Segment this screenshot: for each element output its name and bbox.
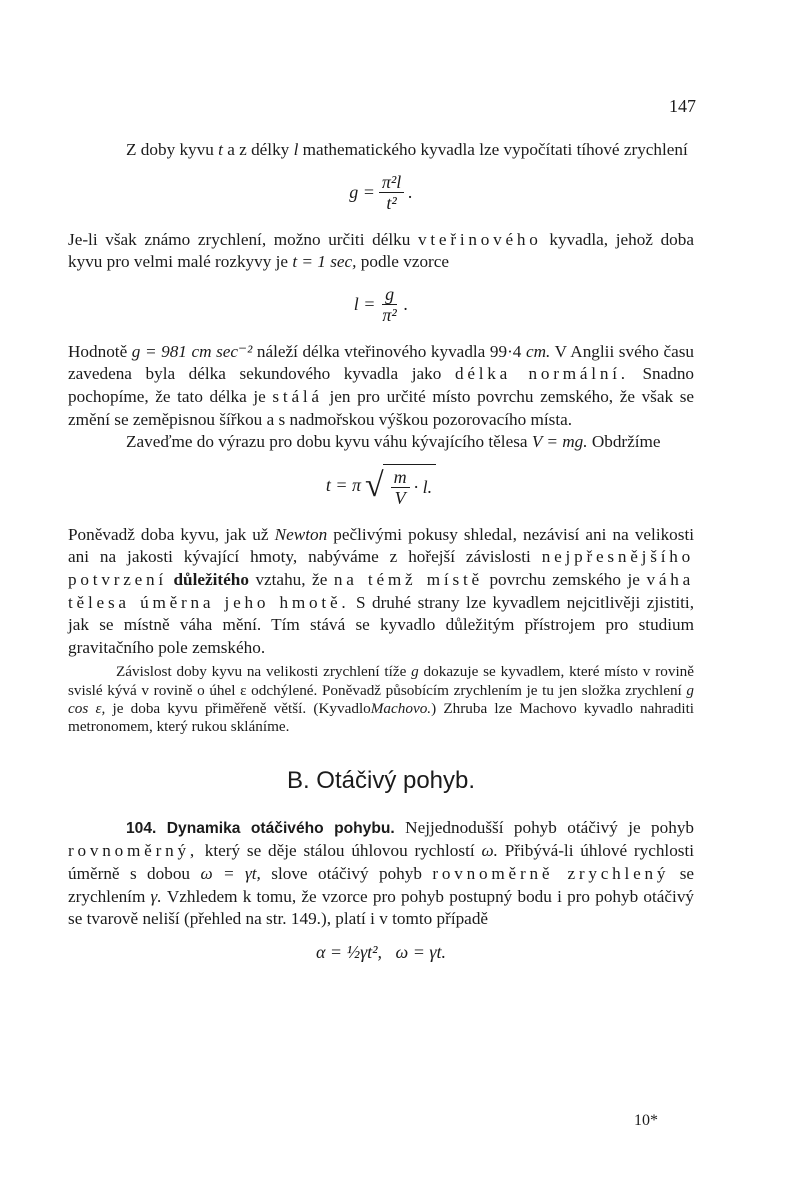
- formula-length: l = $\frac{g}{\text{π²}}$ .: [353, 283, 409, 325]
- paragraph-weight: Zaveďme do výrazu pro dobu kyvu váhu kývajícího tělesa V = mg. Obdržíme: [126, 432, 661, 452]
- paragraph-seconds-pendulum: Je-li však známo zrychlení, možno určiti délku vteřinového kyvadla, jehož doba kyvu pro velmi malé rozkyvy je t = 1 sec, podle vzorce: [68, 229, 694, 272]
- formula-gravity: g = $\frac{\text{π²l}}{\text{t²}}$ .: [349, 171, 413, 213]
- section-heading: B. Otáčivý pohyb.: [286, 767, 476, 795]
- paragraph-pendulum-gravity: Z doby kyvu t a z délky l mathematického kyvadla lze vypočítati tíhové zrychlení: [126, 140, 688, 159]
- paragraph-newton: Poněvadž doba kyvu, jak už Newton pečlivými pokusy shledal, nezávisí ani na velikosti ani na jakosti kývající hmoty, nabýváme z hořejší závislosti nejpřesnějšího potvrzení důležitého vztahu, že na témž místě povrchu zemského je váha tělesa úměrna jeho hmotě. S druhé strany lze kyvadlem nejcitlivěji zjistiti, jak se místně váha mění. Tím stává se kyvadlo důležitým přístrojem pro studium gravitačního pole zemského.: [68, 524, 695, 657]
- formula-rotation: α = ½γt², ω = γt.: [315, 941, 447, 962]
- formula-period: t = π √ $\frac{m}{V}$ · l.: [68, 464, 694, 508]
- fraction: $\frac{m}{V}$: [391, 467, 410, 508]
- page-number: 147: [669, 96, 696, 116]
- section-number-title: 104. Dynamika otáčivého pohybu.: [126, 819, 395, 837]
- page-body: [68, 139, 694, 979]
- radical-sign: √: [364, 466, 384, 504]
- paragraph-normal-length: Hodnotě g = 981 cm sec⁻² náleží délka vteřinového kyvadla 99·4 cm. V Anglii svého času zavedena byla délka sekundového kyvadla jako délka normální. Snadno pochopíme, že tato délka je stálá jen pro určité místo povrchu zemského, že však se změní se zeměpisnou šířkou a s nadmořskou výškou pozorovacího místa.: [68, 341, 695, 429]
- paragraph-rotational-dynamics: 104. Dynamika otáčivého pohybu. Nejjednodušší pohyb otáčivý je pohyb rovnoměrný, který se děje stálou úhlovou rychlostí ω. Přibývá-li úhlové rychlosti úměrně s dobou ω = γt, slove otáčivý pohyb rovnoměrně zrychlený se zrychlením γ. Vzhledem k tomu, že vzorce pro pohyb postupný bodu i pro pohyb otáčivý se tvarově neliší (přehled na str. 149.), platí i v tomto případě: [68, 817, 695, 929]
- paragraph-mach-note: Závislost doby kyvu na velikosti zrychlení tíže g dokazuje se kyvadlem, které místo v rovině svislé kývá v rovině o úhel ε odchýlené. Poněvadž působícím zrychlením je tu jen složka zrychlení g cos ε, je doba kyvu přiměřeně větší. (KyvadloMachovo.) Zhruba lze Machovo kyvadlo nahraditi metronomem, který rukou skláníme.: [68, 663, 695, 735]
- square-root: √ $\frac{m}{V}$ · l.: [365, 464, 436, 508]
- fraction: $\frac{g}{\text{π²}}$: [382, 283, 397, 325]
- fraction: $\frac{\text{π²l}}{\text{t²}}$: [379, 172, 404, 213]
- signature-mark: 10*: [634, 1112, 658, 1129]
